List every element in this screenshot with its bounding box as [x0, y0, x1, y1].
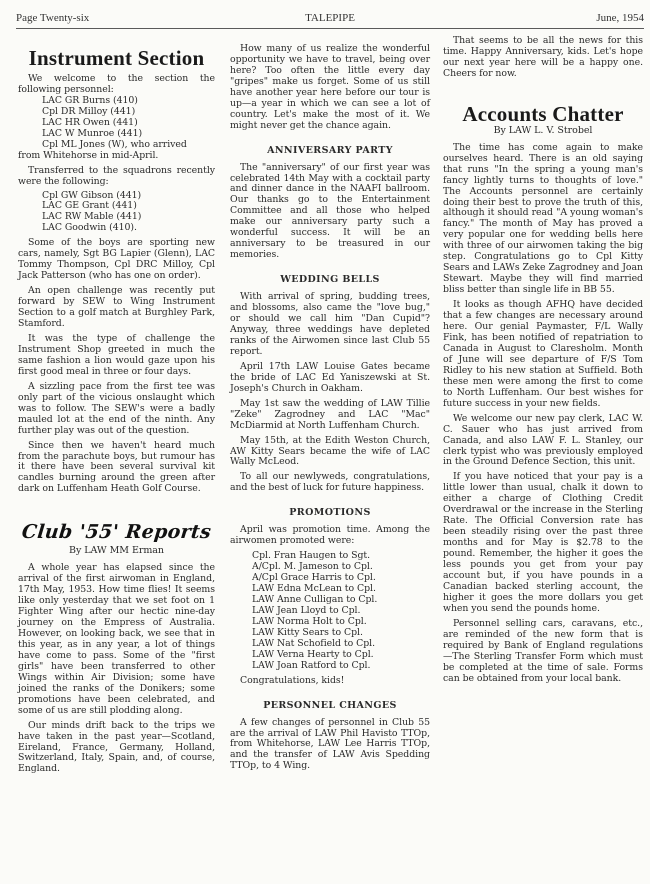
list-item: LAC Goodwin (410). — [42, 222, 137, 234]
paragraph: May 15th, at the Edith Weston Church, AW Kitty Sears became the wife of LAC Wally McLeod. — [230, 434, 430, 468]
accounts-byline: By LAW L. V. Strobel — [493, 124, 593, 136]
arrivals-list — [42, 96, 215, 151]
list-item: Cpl DR Milloy (441) — [42, 105, 136, 117]
paragraph: May 1st saw the wedding of LAW Tillie "Zeke" Zagrodney and LAC "Mac" McDiarmid at North Luffenham Church. — [230, 397, 430, 431]
club55-byline: By LAW MM Erman — [69, 545, 164, 557]
paragraph: To all our newlyweds, congratulations, and the best of luck for future happiness. — [230, 471, 430, 494]
paragraph: A few changes of personnel in Club 55 are the arrival of LAW Phil Havisto TTOp, from Whitehorse, LAW Lee Harris TTOp, and the transfer of LAW Avis Spedding TTOp, to 4 Wing. — [230, 716, 430, 772]
paragraph: A whole year has elapsed since the arrival of the first airwoman in England, 17th May, 1953. How time flies! It seems like only yesterday that we set foot on 1 Fighter Wing after our hectic nine-day journey on the Empress of Australia. However, on looking back, we see that in this year, as in any year, a lot of things have come to pass. Some of the "first girls" have been transferred to other Wings within Air Division; some have joined the ranks of the Donikers; some promotions have been celebrated, and some of us are still plodding along. — [18, 562, 215, 716]
promotions-heading: PROMOTIONS — [289, 507, 371, 519]
transfers-list — [42, 191, 215, 235]
paragraph: A sizzling pace from the first tee was only part of the vicious onslaught which was to follow. The SEW's were a badly mauled lot at the end of the ninth. Any further play was out of the question. — [18, 380, 215, 436]
list-item: LAC GE Grant (441) — [42, 200, 137, 212]
paragraph: If you have noticed that your pay is a little lower than usual, chalk it down to either a charge of Clothing Credit Overdrawal or the increase in the Sterling Rate. The Official Conversion rate has been steadily rising over the past three months and for May is $2.78 to the pound. Remember, the higher it goes the less pounds you get from your pay account but, if you have pounds in a Canadian backed sterling account, the higher it goes the more dollars you get when you send the pounds home. — [443, 471, 643, 614]
list-item: LAC HR Owen (441) — [42, 116, 138, 128]
issue-date: June, 1954 — [596, 12, 644, 24]
personnel-heading: PERSONNEL CHANGES — [263, 699, 397, 711]
paragraph: Some of the boys are sporting new cars, namely, Sgt BG Lapier (Glenn), LAC Tommy Thompson, Cpl DRC Milloy, Cpl Jack Patterson (who has one on order). — [18, 237, 215, 282]
list-item: LAW Joan Ratford to Cpl. — [252, 659, 371, 671]
paragraph: We welcome to the section the following personnel: — [18, 73, 215, 95]
wedding-heading: WEDDING BELLS — [280, 274, 380, 286]
list-item: Cpl. Fran Haugen to Sgt. — [252, 550, 371, 562]
list-item: LAW Kitty Sears to Cpl. — [252, 626, 363, 638]
list-item: LAC W Munroe (441) — [42, 127, 143, 139]
page-number: Page Twenty-six — [16, 12, 90, 24]
column-right — [443, 36, 643, 689]
list-item: LAW Nat Schofield to Cpl. — [252, 637, 376, 649]
paragraph: How many of us realize the wonderful opportunity we have to travel, being over here? Too often the little every day "gripes" make us forget. Some of us still have another year here before our tour is up—a year in which we can see a lot of country. Let's make the most of it. We might never get the chance again. — [230, 43, 430, 131]
paragraph: Our minds drift back to the trips we have taken in the past year—Scotland, Eireland, France, Germany, Holland, Switzerland, Italy, Spain, and, of course, England. — [18, 719, 215, 775]
paragraph: With arrival of spring, budding trees, and blossoms, also came the "love bug," or should we call him "Dan Cupid"? Anyway, three weddings have depleted ranks of the Airwomen since last Club 55 report. — [230, 291, 430, 357]
instrument-section-title: Instrument Section — [28, 46, 205, 70]
paragraph: That seems to be all the news for this time. Happy Anniversary, kids. Let's hope our next year here will be a happy one. Cheers for now. — [443, 35, 643, 79]
list-item: LAW Jean Lloyd to Cpl. — [252, 604, 361, 616]
paragraph: We welcome our new pay clerk, LAC W. C. Sauer who has just arrived from Canada, and also LAW F. L. Stanley, our clerk typist who was previously employed in the Ground Defence Section, this unit. — [443, 412, 643, 468]
paragraph: It was the type of challenge the Instrument Shop greeted in much the same fashion a lion would gaze upon his first good meal in three or four days. — [18, 332, 215, 377]
page-header — [16, 8, 644, 29]
accounts-title: Accounts Chatter — [462, 101, 624, 126]
paragraph: The time has come again to make ourselves heard. There is an old saying that runs "In the spring a young man's fancy lightly turns to thoughts of love." The Accounts personnel are certainly doing their best to prove the truth of this, although it should read "A young woman's fancy." The month of May has proved a very popular one for wedding bells here with three of our airwomen taking the big step. Congratulations go to Cpl Kitty Sears and LAWs Zeke Zagrodney and Joan Stewart. Maybe they will find married bliss better than single life in BB 55. — [443, 141, 643, 296]
paragraph: April 17th LAW Louise Gates became the bride of LAC Ed Yaniszewski at St. Joseph's Church in Oakham. — [230, 360, 430, 394]
paragraph: The "anniversary" of our first year was celebrated 14th May with a cocktail party and dinner dance in the NAAFI ballroom. Our thanks go to the Entertainment Committee and all those who helped make our anniversary party such a wonderful success. It will be an anniversary to be treasured in our memories. — [230, 161, 430, 261]
paragraph: April was promotion time. Among the airwomen promoted were: — [230, 524, 430, 547]
paragraph: Personnel selling cars, caravans, etc., are reminded of the new form that is required by Bank of England regulations—The Sterling Transfer Form which must be completed at the time of sale. Forms can be obtained from your local bank. — [443, 617, 643, 684]
list-item: LAW Anne Culligan to Cpl. — [252, 593, 378, 605]
list-item: LAW Norma Holt to Cpl. — [252, 615, 367, 627]
publication-title: TALEPIPE — [305, 12, 355, 24]
paragraph: Congratulations, kids! — [240, 674, 345, 686]
paragraph: It looks as though AFHQ have decided that a few changes are necessary around here. Our genial Paymaster, F/L Wally Fink, has been notified of repatriation to Canada in August to Claresholm. Month of June will see departure of F/S Tom Ridley to his new station at Suffield. Both these men were among the first to come to North Luffenham. Our best wishes for future success in your new fields. — [443, 299, 643, 409]
paragraph: Transferred to the squadrons recently were the following: — [18, 164, 215, 187]
column-left — [18, 36, 215, 779]
anniversary-heading: ANNIVERSARY PARTY — [267, 144, 393, 156]
paragraph: from Whitehorse in mid-April. — [18, 149, 159, 161]
list-item: LAW Edna McLean to Cpl. — [252, 583, 376, 595]
list-item: A/Cpl Grace Harris to Cpl. — [252, 572, 376, 584]
list-item: Cpl ML Jones (W), who arrived — [42, 138, 187, 150]
list-item: LAW Verna Hearty to Cpl. — [252, 648, 374, 660]
club55-title: Club '55' Reports — [20, 521, 213, 544]
paragraph: Since then we haven't heard much from the parachute boys, but rumour has it there have been several survival kit candles burning around the green after dark on Luffenham Heath Golf Course. — [18, 439, 215, 495]
list-item: Cpl GW Gibson (441) — [42, 189, 142, 201]
promotions-list — [252, 551, 430, 671]
column-middle — [230, 36, 430, 776]
list-item: LAC RW Mable (441) — [42, 211, 142, 223]
list-item: A/Cpl. M. Jameson to Cpl. — [252, 561, 373, 573]
list-item: LAC GR Burns (410) — [42, 94, 138, 106]
paragraph: An open challenge was recently put forward by SEW to Wing Instrument Section to a golf match at Burghley Park, Stamford. — [18, 285, 215, 330]
